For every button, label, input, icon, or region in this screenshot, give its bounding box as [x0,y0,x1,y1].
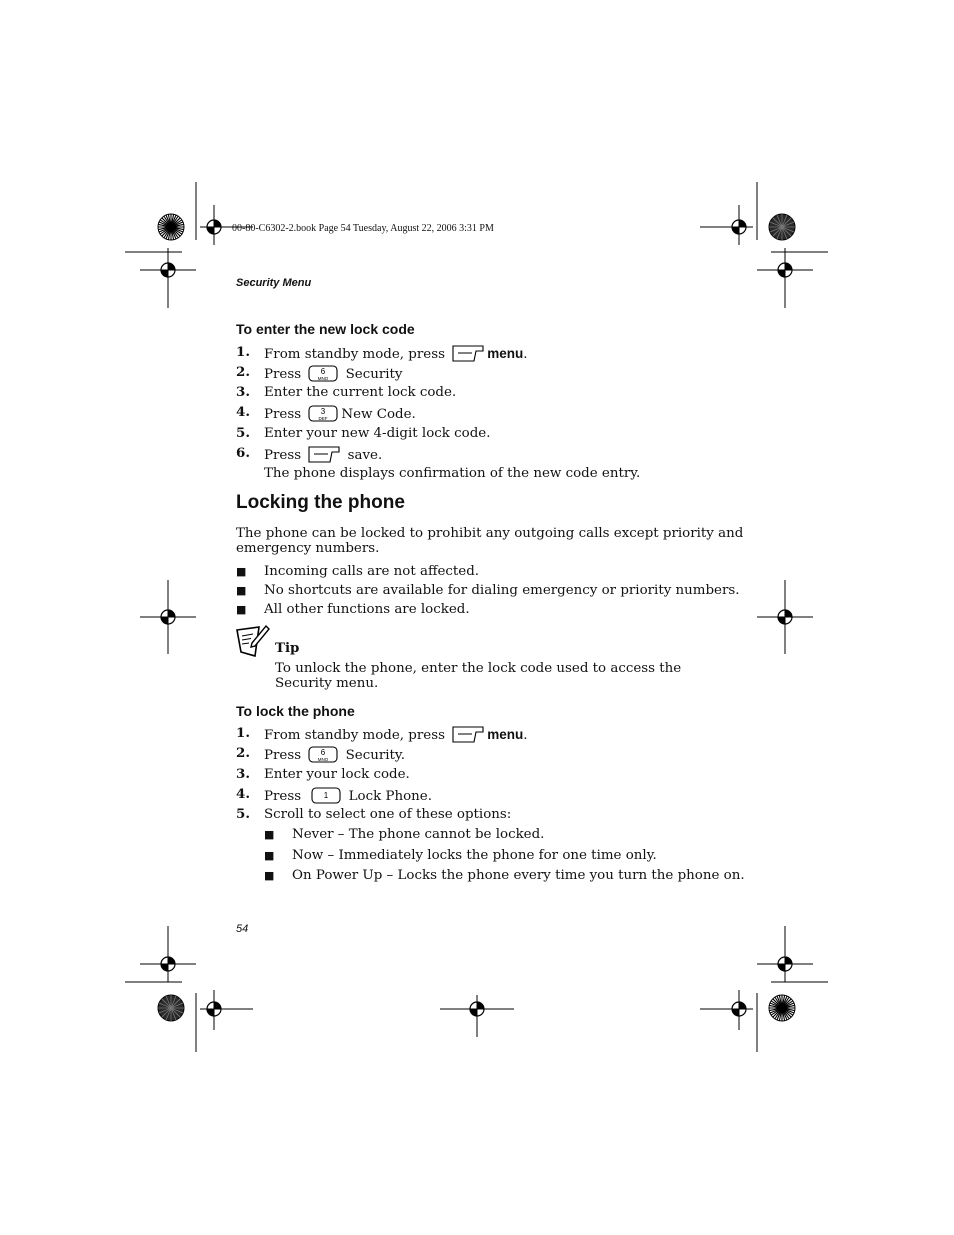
confirmation-note: The phone displays confirmation of the new code entry. [264,466,641,481]
section-heading-lock-phone: To lock the phone [236,703,355,719]
bullet-marker: ■ [236,584,247,597]
section-heading-enter-new-code: To enter the new lock code [236,321,415,337]
step-text: Enter the current lock code. [264,385,457,400]
intro-line-2: emergency numbers. [236,541,380,556]
step-number: 1. [236,725,250,741]
svg-text:MNO: MNO [318,376,329,381]
key-6-icon [308,746,338,763]
bullet-text: No shortcuts are available for dialing emergency or priority numbers. [264,583,740,598]
bullet-marker: ■ [236,603,247,616]
step-text: Press 6 MNO Security. [264,748,405,763]
file-info-slug: 00-80-C6302-2.book Page 54 Tuesday, August 22, 2006 3:31 PM [232,223,494,234]
bullet-marker: ■ [264,869,275,882]
option-text: Now – Immediately locks the phone for one time only. [292,848,657,863]
bullet-marker: ■ [236,565,247,578]
running-head: Security Menu [236,277,312,289]
option-text: Never – The phone cannot be locked. [292,827,545,842]
option-text: On Power Up – Locks the phone every time you turn the phone on. [292,868,745,883]
section-title-locking-phone: Locking the phone [236,492,405,513]
step-number: 5. [236,425,250,441]
softkey-icon [308,446,340,463]
key-1-icon [311,787,341,804]
step-number: 4. [236,404,250,420]
step-text: From standby mode, press menu. [264,346,528,362]
step-number: 5. [236,806,250,822]
step-number: 2. [236,745,250,761]
step-text: Press 3 DEF New Code. [264,407,416,422]
tip-text-line-1: To unlock the phone, enter the lock code used to access the [275,661,682,676]
step-text: Enter your new 4-digit lock code. [264,426,491,441]
svg-text:MNO: MNO [318,757,329,762]
svg-text:6: 6 [321,748,326,757]
bullet-text: Incoming calls are not affected. [264,564,480,579]
softkey-icon [452,345,484,362]
svg-text:DEF: DEF [318,416,328,421]
tip-text-line-2: Security menu. [275,676,379,691]
step-number: 2. [236,364,250,380]
step-number: 1. [236,344,250,360]
svg-text:6: 6 [321,367,326,376]
step-text: Scroll to select one of these options: [264,807,512,822]
key-6-icon [308,365,338,382]
step-text: Press 6 MNO Security [264,367,403,382]
step-number: 3. [236,766,250,782]
step-text: Press save. [264,448,383,463]
step-text: Enter your lock code. [264,767,410,782]
bullet-marker: ■ [264,849,275,862]
key-3-icon [308,405,338,422]
softkey-icon [452,726,484,743]
page-number: 54 [236,923,249,935]
tip-label: Tip [275,640,300,656]
step-text: Press 1 Lock Phone. [264,789,432,804]
svg-text:1: 1 [324,791,329,800]
step-number: 4. [236,786,250,802]
step-text: From standby mode, press menu. [264,727,528,743]
note-pencil-icon [235,624,271,658]
step-number: 6. [236,445,250,461]
svg-text:3: 3 [321,407,326,416]
bullet-text: All other functions are locked. [264,602,470,617]
bullet-marker: ■ [264,828,275,841]
intro-line-1: The phone can be locked to prohibit any outgoing calls except priority and [236,526,744,541]
step-number: 3. [236,384,250,400]
